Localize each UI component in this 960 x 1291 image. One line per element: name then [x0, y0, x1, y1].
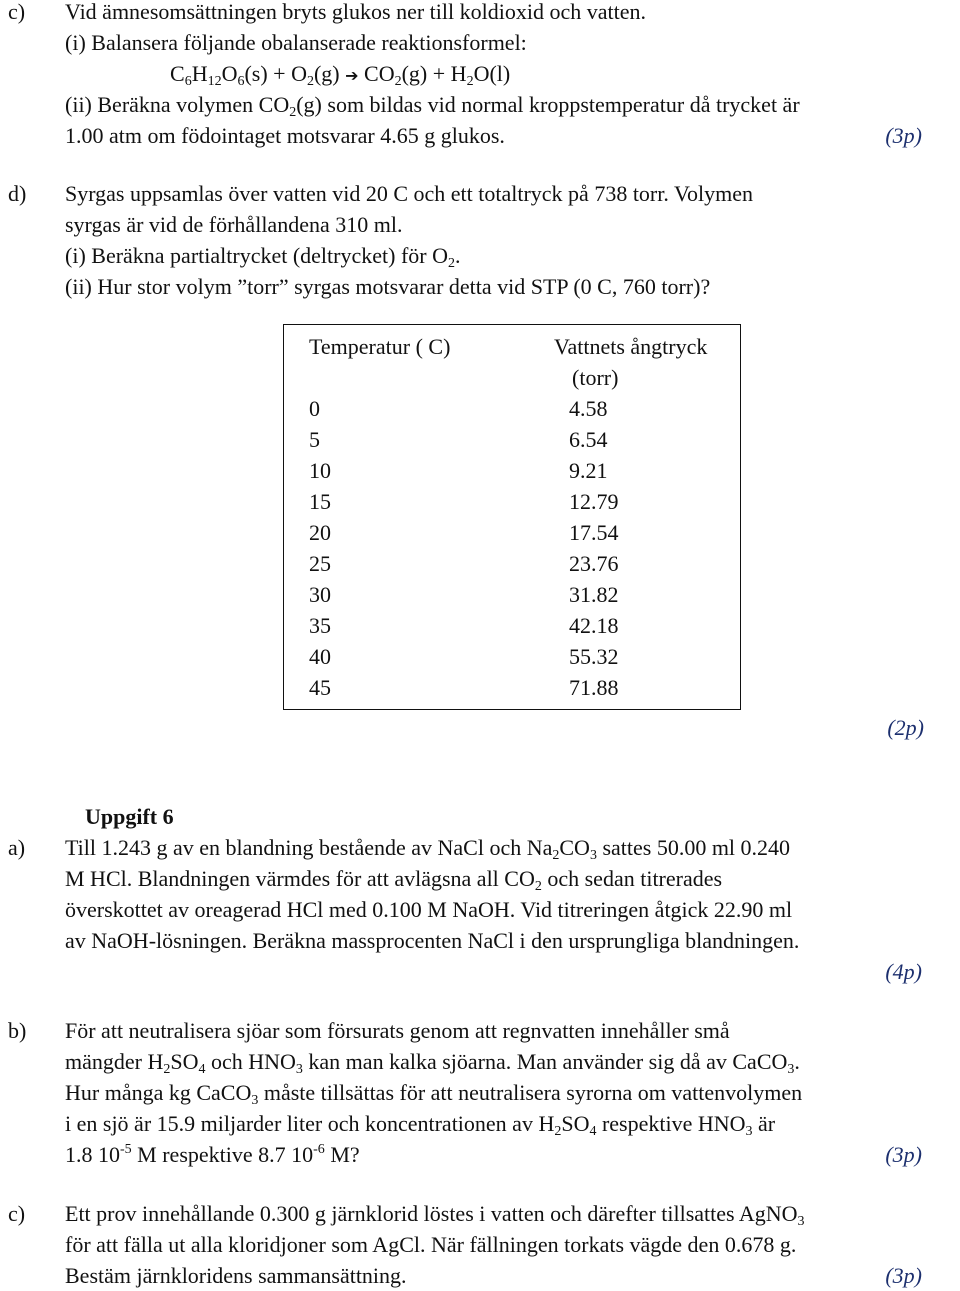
vapor-pressure-cell: 23.76	[569, 551, 619, 576]
table-row	[284, 517, 741, 548]
vapor-pressure-cell: 31.82	[569, 582, 619, 607]
table-header-row	[284, 325, 741, 394]
temperature-cell: 40	[309, 644, 331, 669]
temperature-cell: 0	[309, 396, 320, 421]
question-text: Bestäm järnkloridens sammansättning. (3p)	[65, 1260, 948, 1291]
question-label: c)	[8, 0, 26, 24]
question-6a	[8, 832, 948, 987]
temperature-cell: 5	[309, 427, 320, 452]
temperature-cell: 15	[309, 489, 331, 514]
question-text: Syrgas uppsamlas över vatten vid 20 C och ett totaltryck på 738 torr. Volymen	[65, 181, 754, 206]
temperature-cell: 10	[309, 458, 331, 483]
question-c	[8, 0, 948, 151]
temperature-cell: 35	[309, 613, 331, 638]
question-label: d)	[8, 181, 27, 206]
question-text: M HCl. Blandningen värmdes för att avlägsna all $CO_2$ och sedan titrerades	[65, 866, 723, 894]
table-row	[284, 486, 741, 517]
table-row	[284, 548, 741, 579]
vapor-pressure-cell: 9.21	[569, 458, 608, 483]
vapor-pressure-cell: 71.88	[569, 675, 619, 700]
table-row	[284, 579, 741, 610]
column-header-temperature: Temperatur ( C)	[309, 334, 451, 359]
question-label: a)	[8, 835, 26, 860]
points-label: (3p)	[885, 1142, 922, 1167]
question-text: i en sjö är 15.9 miljarder liter och koncentrationen av $H_2SO_4$ respektive $HNO_3$ är	[65, 1111, 776, 1139]
table-row	[284, 610, 741, 641]
question-text: 1.00 atm om födointaget motsvarar 4.65 g glukos. (3p)	[65, 120, 948, 151]
vapor-pressure-table	[283, 324, 741, 710]
vapor-pressure-cell: 12.79	[569, 489, 619, 514]
question-d	[8, 178, 948, 302]
table-row	[284, 424, 741, 455]
section-title: Uppgift 6	[85, 804, 174, 829]
vapor-pressure-cell: 4.58	[569, 396, 608, 421]
question-text: syrgas är vid de förhållandena 310 ml.	[65, 212, 403, 237]
question-text: Hur många kg CaCO$_3$ måste tillsättas för att neutralisera syrorna om vattenvolymen	[65, 1080, 803, 1108]
temperature-cell: 25	[309, 551, 331, 576]
points-label: (3p)	[885, 1263, 922, 1288]
question-text: (i) Beräkna partialtrycket (deltrycket) för $O_2$.	[65, 243, 461, 271]
table-row	[284, 455, 741, 486]
question-text: (ii) Hur stor volym ”torr” syrgas motsvarar detta vid STP (0 C, 760 torr)?	[65, 274, 711, 299]
question-label: b)	[8, 1018, 27, 1043]
question-text: (i) Balansera följande obalanserade reaktionsformel:	[65, 30, 527, 55]
question-text: överskottet av oreagerad HCl med 0.100 M NaOH. Vid titreringen åtgick 22.90 ml	[65, 897, 793, 922]
temperature-cell: 30	[309, 582, 331, 607]
question-text: Till 1.243 g av en blandning bestående av NaCl och $Na_2CO_3$ sattes 50.00 ml 0.240	[65, 835, 791, 863]
points-label: (3p)	[885, 123, 922, 148]
temperature-cell: 20	[309, 520, 331, 545]
question-text: för att fälla ut alla kloridjoner som AgCl. När fällningen torkats vägde den 0.678 g.	[65, 1232, 797, 1257]
column-header-vapor-pressure: Vattnets ångtryck (torr)	[554, 334, 708, 390]
question-text: av NaOH-lösningen. Beräkna massprocenten NaCl i den ursprungliga blandningen.	[65, 928, 800, 953]
question-text: Vid ämnesomsättningen bryts glukos ner till koldioxid och vatten.	[65, 0, 646, 24]
question-text: mängder $H_2SO_4$ och $HNO_3$ kan man kalka sjöarna. Man använder sig då av CaCO$_3$.	[65, 1049, 800, 1077]
table-row	[284, 672, 741, 710]
vapor-pressure-cell: 55.32	[569, 644, 619, 669]
table-row	[284, 641, 741, 672]
question-6b	[8, 1015, 948, 1170]
temperature-cell: 45	[309, 675, 331, 700]
question-text	[65, 956, 948, 987]
question-text: För att neutralisera sjöar som försurats genom att regnvatten innehåller små	[65, 1018, 730, 1043]
question-text: Ett prov innehållande 0.300 g järnklorid löstes i vatten och därefter tillsattes AgNO$_3$	[65, 1201, 805, 1229]
reaction-equation: $C_6H_{12}O_6(s) + O_2(g)$ ➔ $CO_2(g) + H_2O(l)$	[170, 61, 511, 89]
points-label: (4p)	[885, 959, 922, 984]
question-text: 1.8 $10^{-5}$ M respektive 8.7 $10^{-6}$ M? (3p)	[65, 1139, 948, 1170]
reaction-arrow-icon: ➔	[345, 66, 359, 85]
question-6c	[8, 1198, 948, 1291]
vapor-pressure-cell: 42.18	[569, 613, 619, 638]
question-text: (ii) Beräkna volymen $CO_2(g)$ som bildas vid normal kroppstemperatur då trycket är	[65, 92, 800, 120]
vapor-pressure-cell: 17.54	[569, 520, 619, 545]
vapor-pressure-cell: 6.54	[569, 427, 608, 452]
points-label: (2p)	[887, 715, 924, 740]
table-row	[284, 393, 741, 424]
question-label: c)	[8, 1201, 26, 1226]
